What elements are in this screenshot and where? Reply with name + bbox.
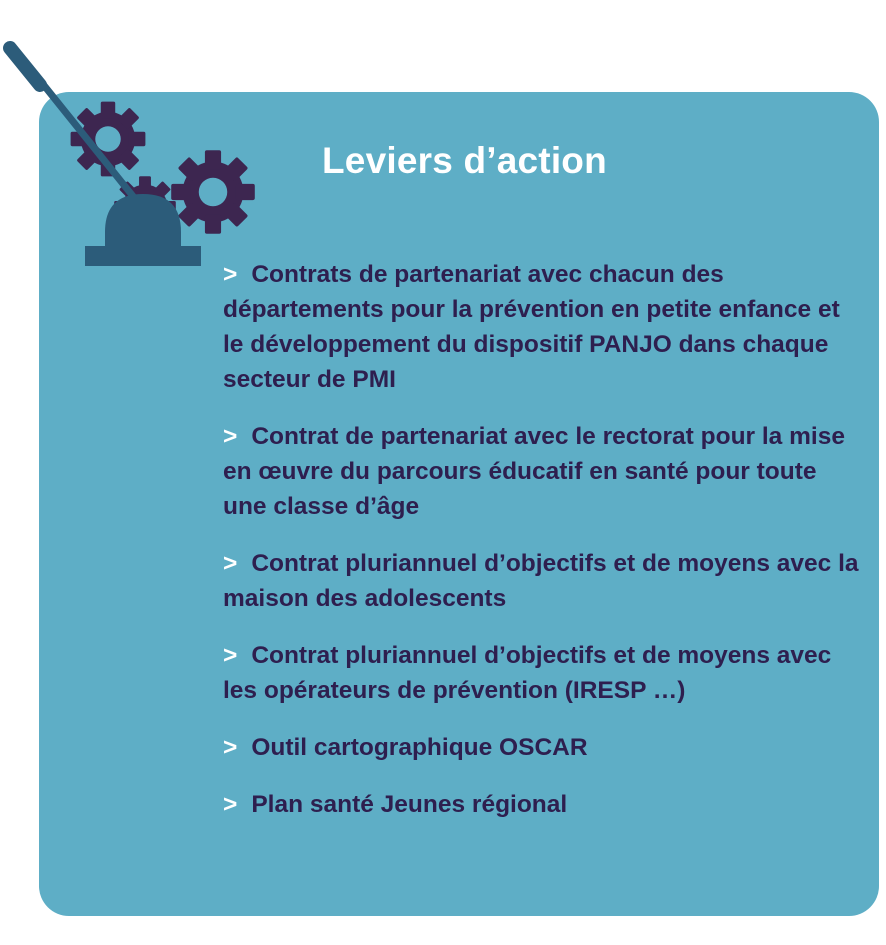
lever-text: Contrat pluriannuel d’objectifs et de moyens avec la maison des adolescents [223, 550, 859, 612]
list-item [223, 546, 863, 616]
chevron-right-icon: > [223, 791, 238, 818]
lever-icon [10, 48, 201, 266]
lever-text: Plan santé Jeunes régional [251, 791, 568, 818]
chevron-right-icon: > [223, 550, 238, 577]
lever-text: Contrats de partenariat avec chacun des départements pour la prévention en petite enfance et le développement du dispositif PANJO dans chaque secteur de PMI [223, 261, 840, 393]
lever-text: Contrat pluriannuel d’objectifs et de moyens avec les opérateurs de prévention (IRESP …) [223, 642, 832, 704]
list-item [223, 638, 863, 708]
lever-text: Contrat de partenariat avec le rectorat pour la mise en œuvre du parcours éducatif en santé pour toute une classe d’âge [223, 423, 845, 520]
levers-list [223, 257, 863, 844]
chevron-right-icon: > [223, 423, 238, 450]
gear-icon-right [171, 150, 255, 234]
chevron-right-icon: > [223, 261, 238, 288]
chevron-right-icon: > [223, 734, 238, 761]
list-item [223, 730, 863, 765]
title: Leviers d’action [322, 140, 607, 181]
lever-text: Outil cartographique OSCAR [251, 734, 588, 761]
chevron-right-icon: > [223, 642, 238, 669]
list-item [223, 419, 863, 524]
lever-and-gears-icon [0, 0, 300, 300]
list-item [223, 257, 863, 397]
list-item [223, 787, 863, 822]
